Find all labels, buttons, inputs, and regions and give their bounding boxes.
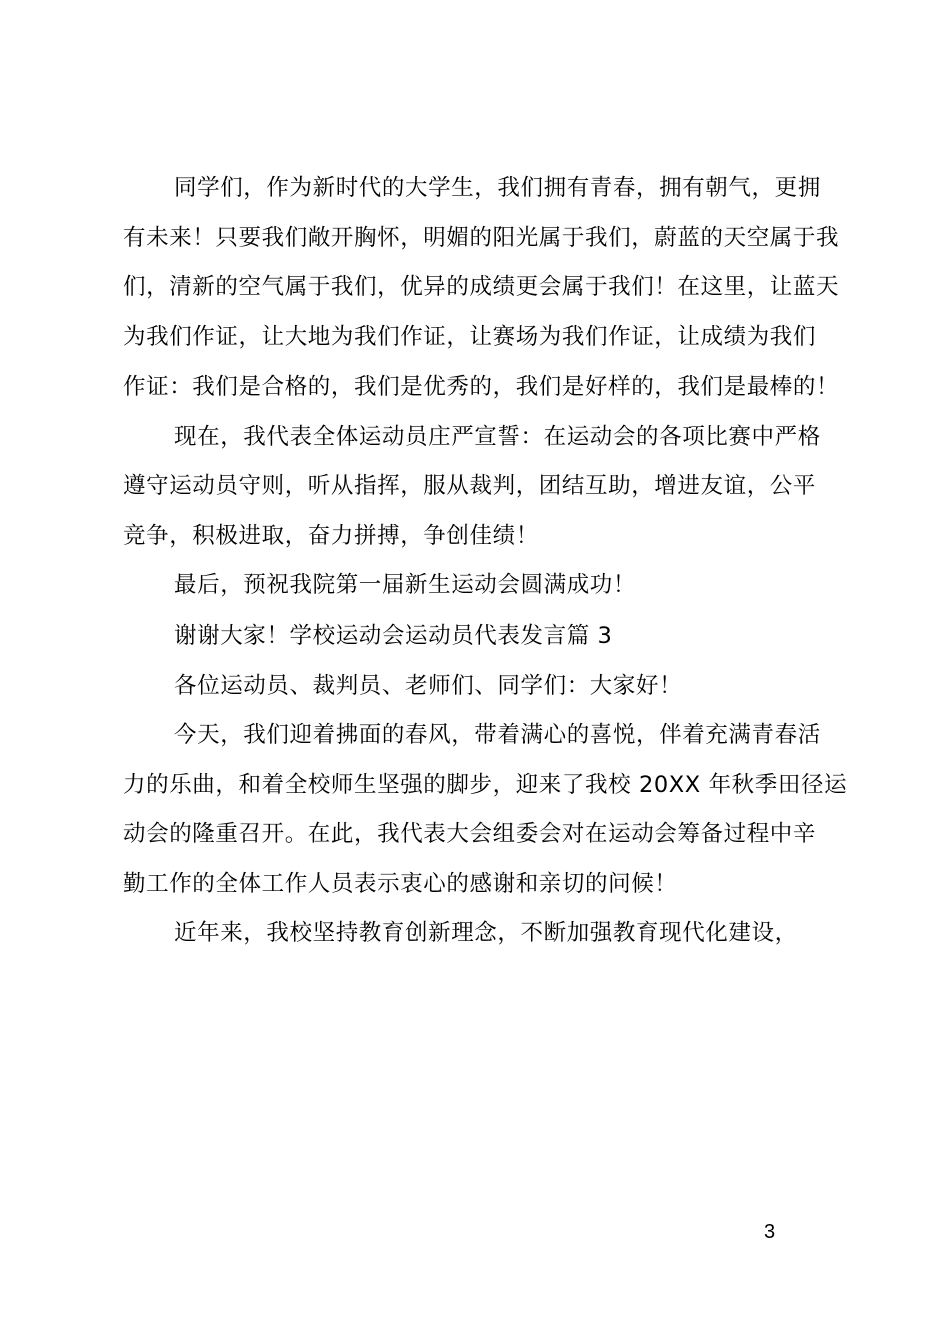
text-line: 近年来，我校坚持教育创新理念，不断加强教育现代化建设， [174,920,798,946]
section-heading: 谢谢大家！学校运动会运动员代表发言篇 3 [174,623,613,649]
text-line: 们，清新的空气属于我们，优异的成绩更会属于我们！在这里，让蓝天 [123,274,840,300]
text-line: 竞争，积极进取，奋力拼搏，争创佳绩！ [123,523,539,549]
text-line: 有未来！只要我们敞开胸怀，明媚的阳光属于我们，蔚蓝的天空属于我 [123,225,840,251]
text-line: 为我们作证，让大地为我们作证，让赛场为我们作证，让成绩为我们 [123,324,817,350]
text-line: 现在，我代表全体运动员庄严宣誓：在运动会的各项比赛中严格 [174,424,821,450]
salutation: 各位运动员、裁判员、老师们、同学们：大家好！ [174,673,683,699]
text-line: 遵守运动员守则，听从指挥，服从裁判，团结互助，增进友谊，公平 [123,473,817,499]
text-line: 同学们，作为新时代的大学生，我们拥有青春，拥有朝气，更拥 [174,175,821,201]
text-line: 动会的隆重召开。在此，我代表大会组委会对在运动会筹备过程中辛 [123,821,817,847]
text-line: 作证：我们是合格的，我们是优秀的，我们是好样的，我们是最棒的！ [123,374,840,400]
text-line: 最后，预祝我院第一届新生运动会圆满成功！ [174,572,637,598]
page-number: 3 [764,1221,776,1243]
text-line: 力的乐曲，和着全校师生坚强的脚步，迎来了我校 20XX 年秋季田径运 [123,772,848,798]
text-line: 勤工作的全体工作人员表示衷心的感谢和亲切的问候！ [123,871,678,897]
text-line: 今天，我们迎着拂面的春风，带着满心的喜悦，伴着充满青春活 [174,722,821,748]
